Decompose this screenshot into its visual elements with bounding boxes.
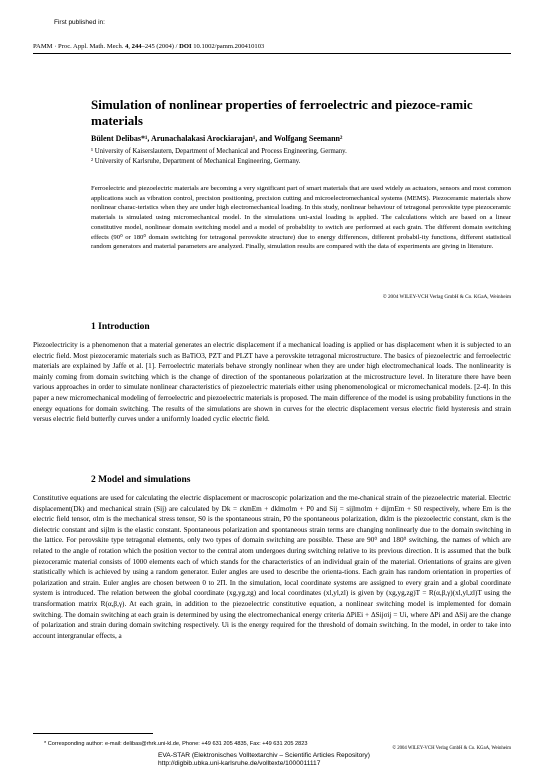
journal-pages-end: –245 (2004) / bbox=[141, 43, 178, 50]
copyright-notice: © 2004 WILEY-VCH Verlag GmbH & Co. KGaA, Weinheim bbox=[382, 294, 511, 300]
first-published-note: First published in: bbox=[54, 19, 105, 26]
doi-label: DOI bbox=[179, 43, 192, 50]
affiliation-2: ² University of Karlsruhe, Department of Mechanical Engineering, Germany. bbox=[91, 158, 301, 165]
repository-name: EVA-STAR (Elektronisches Volltextarchiv – Scientific Articles Repository) bbox=[158, 752, 370, 759]
header-rule bbox=[33, 53, 511, 54]
paragraph: Piezoelectricity is a phenomenon that a material generates an electric displacement if a mechanical loading is applied or has displacement when it is subjected to an electric field. Most piezoceramic materials such as BaTiO3, PZT and PLZT have a perovskite tetragonal microstructure. The basics of piezoelectric and ferroelectric materials are explained by Jaffe et al. [1]. Ferroelectric materials behave strongly nonlinear when they are under high electromechanical loads. The nonlinearity is mainly coming from domain switching which is the change of direction of the spontaneous polarization at the microstructure level. In literature there have been various approaches in order to simulate nonlinear characteristics of piezoelectric materials either using phenomenological or micromechanical models. [2-4]. In this paper a new micromechanical modeling of ferroelectric and piezoelectric materials is proposed. The main difference of the model is using probability functions in the energy equations for domain switching. The results of the simulations are shown in curves for the electric displacement versus electric field hysteresis and strain versus electric field butterfly curves under a uniformly loaded cyclic electric field. bbox=[33, 341, 511, 424]
repository-note bbox=[158, 752, 370, 768]
running-header: PAMM · Proc. Appl. Math. Mech. 4, 244–245 (2004) / DOI 10.1002/pamm.200410103 bbox=[33, 43, 265, 50]
journal-pages: 244 bbox=[131, 43, 142, 50]
section-body-introduction bbox=[33, 340, 511, 425]
repository-url[interactable]: http://digbib.ubka.uni-karlsruhe.de/volltexte/1000011117 bbox=[158, 760, 321, 768]
journal-volume: 4 bbox=[125, 43, 129, 50]
section-heading-introduction: 1 Introduction bbox=[91, 322, 150, 332]
section-heading-model: 2 Model and simulations bbox=[91, 475, 191, 485]
doi-link[interactable]: 10.1002/pamm.200410103 bbox=[193, 43, 265, 50]
abstract: Ferroelectric and piezoelectric materials are becoming a very significant part of smart materials that are used widely as actuators, sensors and most common applications such as vibration control, precision positioning, precision cutting and microelectromechanical systems (MEMS). Piezoceramic materials show nonlinear charac-teristics when they are under high electromechanical loading. In this study, nonlinear behaviour of tetragonal perovskite type piezoceramic materials is simulated using micromechanical model. In the simulations uni-axial loading is applied. The calculations which are based on a linear constitutive model, nonlinear domain switching model and a model of probability to switch are performed at each grain. The different domain switching effects (90⁰ or 180⁰ domain switching for tetragonal perovskite structure) due to energy differences, different probabil-ity functions, different statistical random generators and material parameters are analyzed. Finally, simulation results are compared with the data of experiments are giving in literature. bbox=[91, 185, 511, 251]
corresponding-author-footnote: * Corresponding author: e-mail: delibas@rhrk.uni-kl.de, Phone: +49 631 205 4835, Fax: +49 631 205 2823 bbox=[44, 741, 308, 747]
affiliation-1: ¹ University of Kaiserslautern, Department of Mechanical and Process Engineering, Germany. bbox=[91, 148, 347, 155]
section-body-model bbox=[33, 493, 511, 641]
footer-copyright: © 2004 WILEY-VCH Verlag GmbH & Co. KGaA, Weinheim bbox=[392, 746, 511, 751]
paper-title: Simulation of nonlinear properties of ferroelectric and piezoce-ramic materials bbox=[91, 97, 473, 128]
author-list: Bülent Delibas*¹, Arunachalakasi Arockiarajan¹, and Wolfgang Seemann² bbox=[91, 134, 343, 143]
paragraph: Constitutive equations are used for calculating the electric displacement or macroscopic polarization and the me-chanical strain of the piezoelectric material. Electric displacement(Dk) and mechanical strain (Sij) are calculated by Dk = εkmEm + dklmσlm + P0 and Sij = sijlmσlm + dijmEm + S0 respectively, where Em is the electric field tensor, σlm is the mechanical stress tensor, S0 is the spontaneous strain, P0 the spontaneous polarization, dklm is the piezoelectric constant, εkm is the dielectric constant and sijlm is the elastic constant. Spontaneous polarization and spontaneous strain terms are changing nonlinearly due to the domain switching in the lattice. For perovskite type tetragonal elements, only two types of domain switching are possible. These are 90⁰ and 180⁰ switching, the names of which are related to the angle of rotation which the position vector to the central atom undergoes during switching relative to its previous direction. It is assumed that the bulk piezoceramic material consists of 1000 elements each of which stands for the characteristics of an individual grain of the material. Orientations of grains are given statistically which is achieved by using a random generator. Euler angles are used to describe the orienta-tions. Each grain has random orientation in properties of polarization and strain. Euler angles are chosen between 0 to 2Π. In the simulation, local coordinate systems are assigned to every grain and a global coordinate system is introduced. The relation between the global coordinate (xg,yg,zg) and local coordinates (xl,yl,zl) is given by (xg,yg,zg)T = R(α,β,γ)(xl,yl,zl)T using the transformation matrix R(α,β,γ). At each grain, in addition to the piezoelectric constitutive equation, a nonlinear switching model is implemented for domain switching. The domain switching at each grain is determined by using the electromechanical energy criteria ΔPiEi + ΔSijσij = Ui, where ΔPi and ΔSij are the change of polarization and strain during domain switching respectively. Ui is the energy required for the threshold of domain switching. In the model, in order to take into account intergranular effects, a bbox=[33, 494, 511, 640]
footnote-rule bbox=[33, 733, 153, 734]
journal-name: PAMM · Proc. Appl. Math. Mech. bbox=[33, 43, 124, 50]
